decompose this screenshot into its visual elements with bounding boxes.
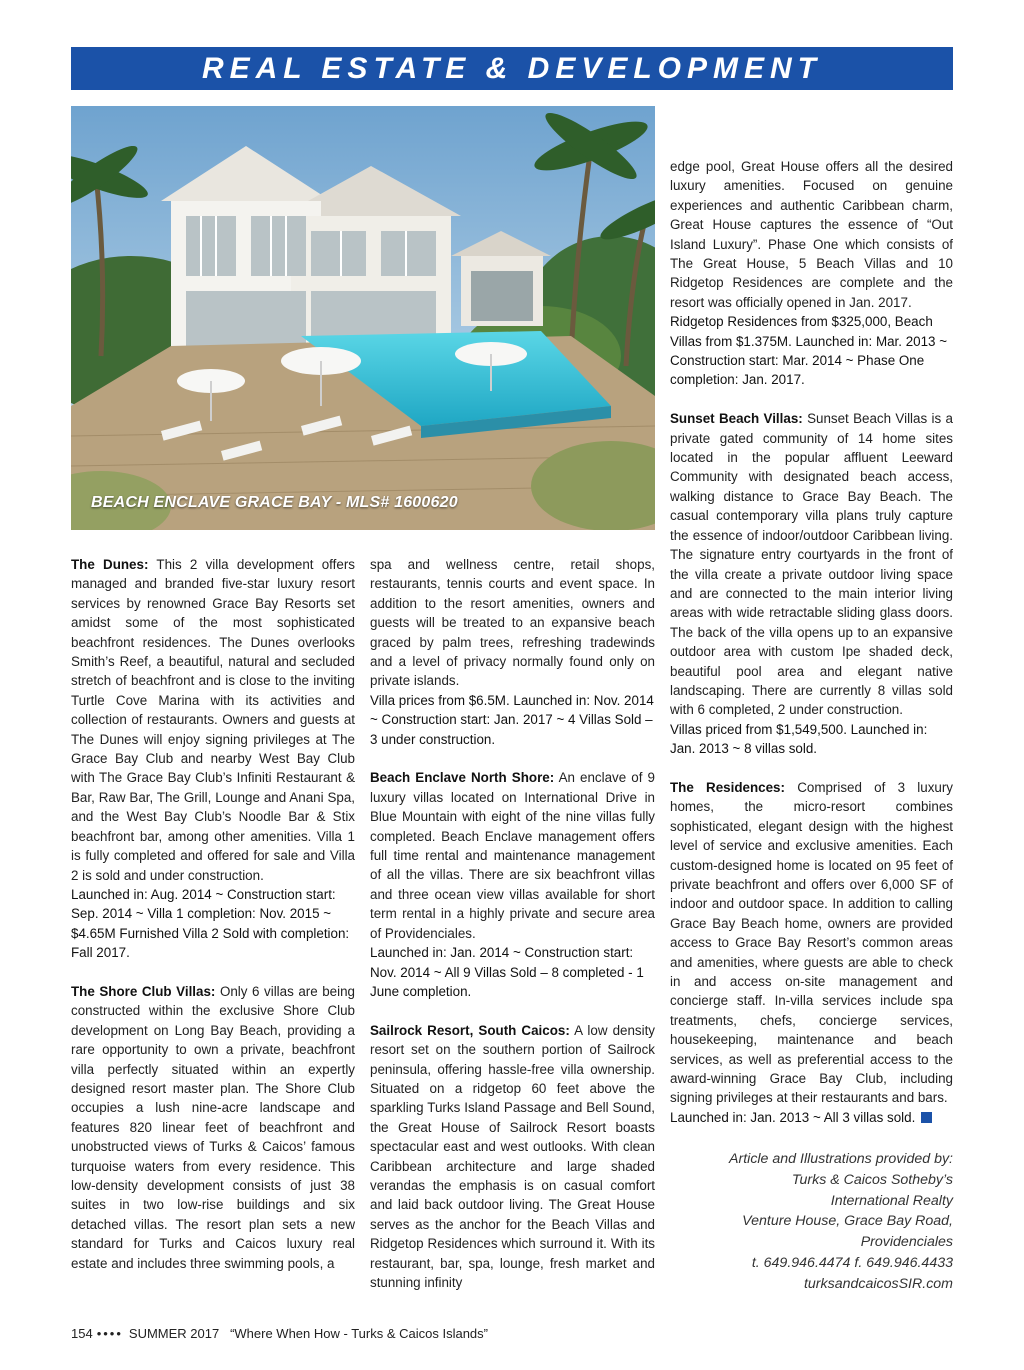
credit-line-4: Venture House, Grace Bay Road, — [742, 1213, 953, 1230]
sailrock-paragraph — [370, 1021, 655, 1293]
dunes-facts: Launched in: Aug. 2014 ~ Construction start: Sep. 2014 ~ Villa 1 completion: Nov. 2015 ~ $4.65M Furnished Villa 2 Sold with completion: Fall 2017. — [71, 886, 350, 961]
sailrock-body: A low density resort set on the southern portion of Sailrock peninsula, offering hassle-free villa ownership. Situated on a ridgetop 60 feet above the sparkling Turks Island Passage and Bell Sound, the Great House of Sailrock Resort boasts spectacular east and west outlooks. With clean Caribbean architecture and large shaded verandas the emphasis is on casual comfort and laid back outdoor living. The Great House serves as the anchor for the Beach Villas and Ridgetop Residences which surround it. With its restaurant, bar, spa, lounge, fresh market and stunning infinity — [370, 1022, 655, 1290]
dunes-body: This 2 villa development offers managed and branded five-star luxury resort services by renowned Grace Bay Resorts set amidst some of the most sophisticated beachfront residences. The Dunes overlooks Smith’s Reef, a beautiful, natural and secluded stretch of beachfront and is close to the inviting Turtle Cove Marina with its activities and collection of restaurants. Owners and guests at The Dunes will enjoy signing privileges at The Grace Bay Club and nearby West Bay Club with The Grace Bay Club’s Infiniti Restaurant & Bar, Raw Bar, The Grill, Lounge and Anani Spa, and the West Bay Club’s Noodle Bar & Stix beachfront bar, among other amenities. Villa 1 is fully completed and offered for sale and Villa 2 is sold and under construction. — [71, 557, 355, 883]
shore-club-facts: Villa prices from $6.5M. Launched in: Nov. 2014 ~ Construction start: Jan. 2017 ~ 4 Villas Sold – 3 under construction. — [370, 692, 654, 747]
sailrock-continued: edge pool, Great House offers all the desired luxury amenities. Focused on genuine experiences and authentic Caribbean charm, Great House captures the essence of “Out Island Luxury”. Phase One which consists of The Great House, 5 Beach Villas and 10 Ridgetop Residences are complete and the resort was officially opened in Jan. 2017. — [670, 159, 953, 310]
article-credit — [670, 1149, 953, 1295]
section-banner — [71, 47, 953, 90]
beach-enclave-body: An enclave of 9 luxury villas located on International Drive in Blue Mountain with eight of the nine villas fully completed. Beach Enclave management offers full time rental and maintenance management of all the villas. There are six beachfront villas and three ocean view villas available for short term rental in a highly private and secure area of Providenciales. — [370, 770, 655, 941]
beach-enclave-facts: Launched in: Jan. 2014 ~ Construction start: Nov. 2014 ~ All 9 Villas Sold – 8 completed - 1 June completion. — [370, 945, 644, 999]
section-title: REAL ESTATE & DEVELOPMENT — [201, 51, 823, 85]
residences-facts-line — [670, 1108, 953, 1127]
publication-name: “Where When How - Turks & Caicos Islands” — [230, 1326, 488, 1341]
sunset-beach-heading: Sunset Beach Villas: — [670, 411, 803, 427]
credit-line-6: t. 649.946.4474 f. 649.946.4433 — [751, 1254, 953, 1271]
hero-image — [71, 106, 655, 530]
credit-line-7: turksandcaicosSIR.com — [803, 1275, 953, 1292]
villa-illustration — [71, 106, 655, 530]
page-number: 154 — [71, 1326, 93, 1341]
residences-heading: The Residences: — [670, 779, 785, 795]
sunset-beach-facts: Villas priced from $1,549,500. Launched in: Jan. 2013 ~ 8 villas sold. — [670, 721, 928, 757]
dunes-paragraph — [71, 555, 355, 885]
shore-club-heading: The Shore Club Villas: — [71, 983, 216, 999]
beach-enclave-heading: Beach Enclave North Shore: — [370, 770, 555, 786]
image-caption: BEACH ENCLAVE GRACE BAY - MLS# 1600620 — [91, 494, 458, 511]
page-footer — [71, 1326, 488, 1341]
column-middle — [370, 555, 655, 1312]
beach-enclave-paragraph — [370, 768, 655, 943]
credit-line-2: Turks & Caicos Sotheby’s — [791, 1171, 953, 1188]
end-mark-icon — [921, 1112, 932, 1123]
sailrock-heading: Sailrock Resort, South Caicos: — [370, 1022, 570, 1038]
residences-facts: Launched in: Jan. 2013 ~ All 3 villas sold. — [670, 1109, 916, 1125]
column-right — [670, 157, 953, 1147]
dunes-heading: The Dunes: — [71, 557, 149, 572]
credit-line-3: International Realty — [830, 1192, 953, 1209]
shore-club-continued: spa and wellness centre, retail shops, restaurants, tennis courts and event space. In addition to the resort amenities, owners and guests will be treated to an expansive beach graced by palm trees, refreshing tradewinds and a level of privacy normally found only on private islands. — [370, 557, 655, 689]
column-left — [71, 555, 355, 1292]
residences-paragraph — [670, 778, 953, 1108]
credit-line-1: Article and Illustrations provided by: — [729, 1151, 953, 1167]
sunset-beach-body: Sunset Beach Villas is a private gated community of 14 home sites located in the popular affluent Leeward Community with designated beach access, walking distance to Grace Bay Beach. The casual contemporary villa plans truly capture the essence of indoor/outdoor Caribbean living. The signature entry courtyards in the front of the villa create a private outdoor living space and are connected to the main interior living areas with wide retractable sliding glass doors. The back of the villa opens up to an expansive outdoor area with custom Ipe shaded deck, beautiful pool area and elegant native landscaping. There are currently 8 villas sold with 6 completed, 2 under construction. — [670, 411, 953, 718]
footer-dots: •••• — [96, 1326, 123, 1341]
residences-body: Comprised of 3 luxury homes, the micro-resort combines sophisticated, elegant design with the highest level of service and exclusive amenities. Each custom-designed home is located on 95 feet of private beachfront and offers over 6,000 SF of indoor and outdoor space. In addition to calling Grace Bay Beach home, owners are provided access to Grace Bay Resort’s common areas and amenities, where guests are able to check in and access on-site management and concierge staff. In-villa services include spa treatments, chefs, concierge services, housekeeping, maintenance and beach services, as well as preferential access to the award-winning Grace Bay Club, including signing privileges at their restaurants and bars. — [670, 779, 953, 1106]
shore-club-paragraph — [71, 982, 355, 1273]
sailrock-facts: Ridgetop Residences from $325,000, Beach Villas from $1.375M. Launched in: Mar. 2013 ~ Construction start: Mar. 2014 ~ Phase One completion: Jan. 2017. — [670, 314, 948, 388]
sunset-beach-paragraph — [670, 409, 953, 720]
shore-club-body: Only 6 villas are being constructed within the exclusive Shore Club development on Long Bay Beach, providing a rare opportunity to own a private, beachfront villa perfectly situated within an expertly designed resort master plan. The Shore Club occupies a lush nine-acre landscape and features 820 linear feet of beachfront and unobstructed views of Turks & Caicos’ famous turquoise waters from every residence. This low-density development consists of just 38 suites in two low-rise buildings and six detached villas. The resort plan sets a new standard for Turks and Caicos luxury real estate and includes three swimming pools, a — [71, 983, 355, 1271]
credit-line-5: Providenciales — [860, 1234, 953, 1251]
issue-label: SUMMER 2017 — [128, 1326, 220, 1341]
